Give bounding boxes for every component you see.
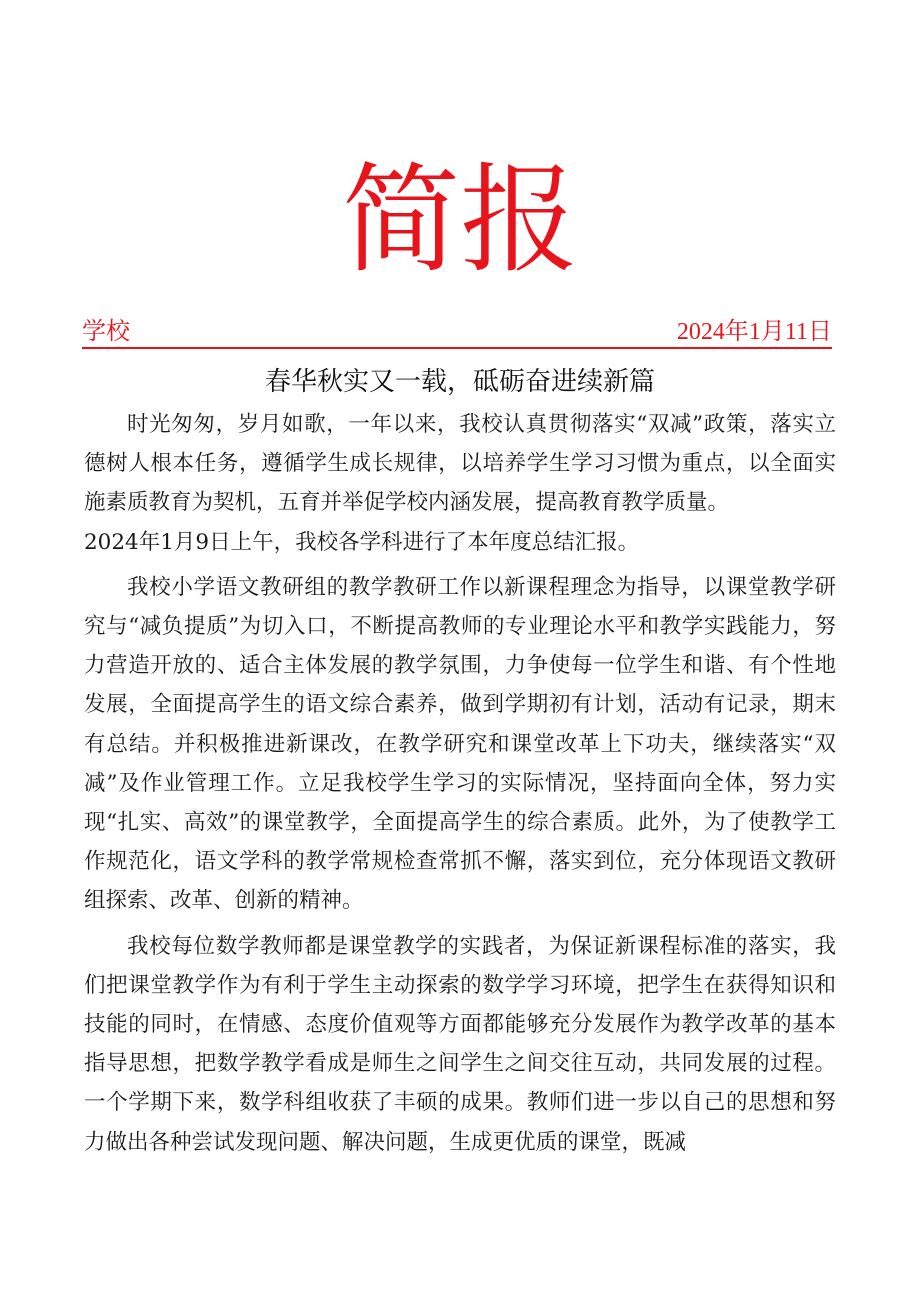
issue-date: 2024年1月11日 (676, 319, 832, 345)
article-title: 春华秋实又一载，砥砺奋进续新篇 (264, 367, 655, 397)
school-name: 学校 (82, 319, 130, 345)
article-paragraph: 时光匆匆，岁月如歌，一年以来，我校认真贯彻落实“双减”政策，落实立德树人根本任务，遵循学生成长规律，以培养学生学习习惯为重点，以全面实施素质教育为契机，五育并举促学校内涵发展，提高教育教学质量。 (84, 412, 836, 516)
article-paragraph: 我校每位数学教师都是课堂教学的实践者，为保证新课程标准的落实，我们把课堂教学作为有利于学生主动探索的数学学习环境，把学生在获得知识和技能的同时，在情感、态度价值观等方面都能够充分发展作为教学改革的基本指导思想，把数学教学看成是师生之间学生之间交往互动，共同发展的过程。一个学期下来，数学科组收获了丰硕的成果。教师们进一步以自己的思想和努力做出各种尝试发现问题、解决问题，生成更优质的课堂，既减 (84, 933, 836, 1155)
masthead-meta-row (82, 317, 832, 349)
article-body (84, 405, 836, 1162)
article-paragraph: 我校小学语文教研组的教学教研工作以新课程理念为指导，以课堂教学研究与“减负提质”为切入口，不断提高教师的专业理论水平和教学实践能力，努力营造开放的、适合主体发展的教学氛围，力争使每一位学生和谐、有个性地发展，全面提高学生的语文综合素养，做到学期初有计划，活动有记录，期末有总结。并积极推进新课改，在教学研究和课堂改革上下功夫，继续落实“双减”及作业管理工作。立足我校学生学习的实际情况，坚持面向全体，努力实现“扎实、高效”的课堂教学，全面提高学生的综合素质。此外，为了使教学工作规范化，语文学科的教学常规检查常抓不懈，落实到位，充分体现语文教研组探索、改革、创新的精神。 (84, 574, 836, 914)
article-paragraph: 2024年1月9日上午，我校各学科进行了本年度总结汇报。 (84, 529, 640, 555)
masthead-title: 简报 (341, 151, 578, 289)
